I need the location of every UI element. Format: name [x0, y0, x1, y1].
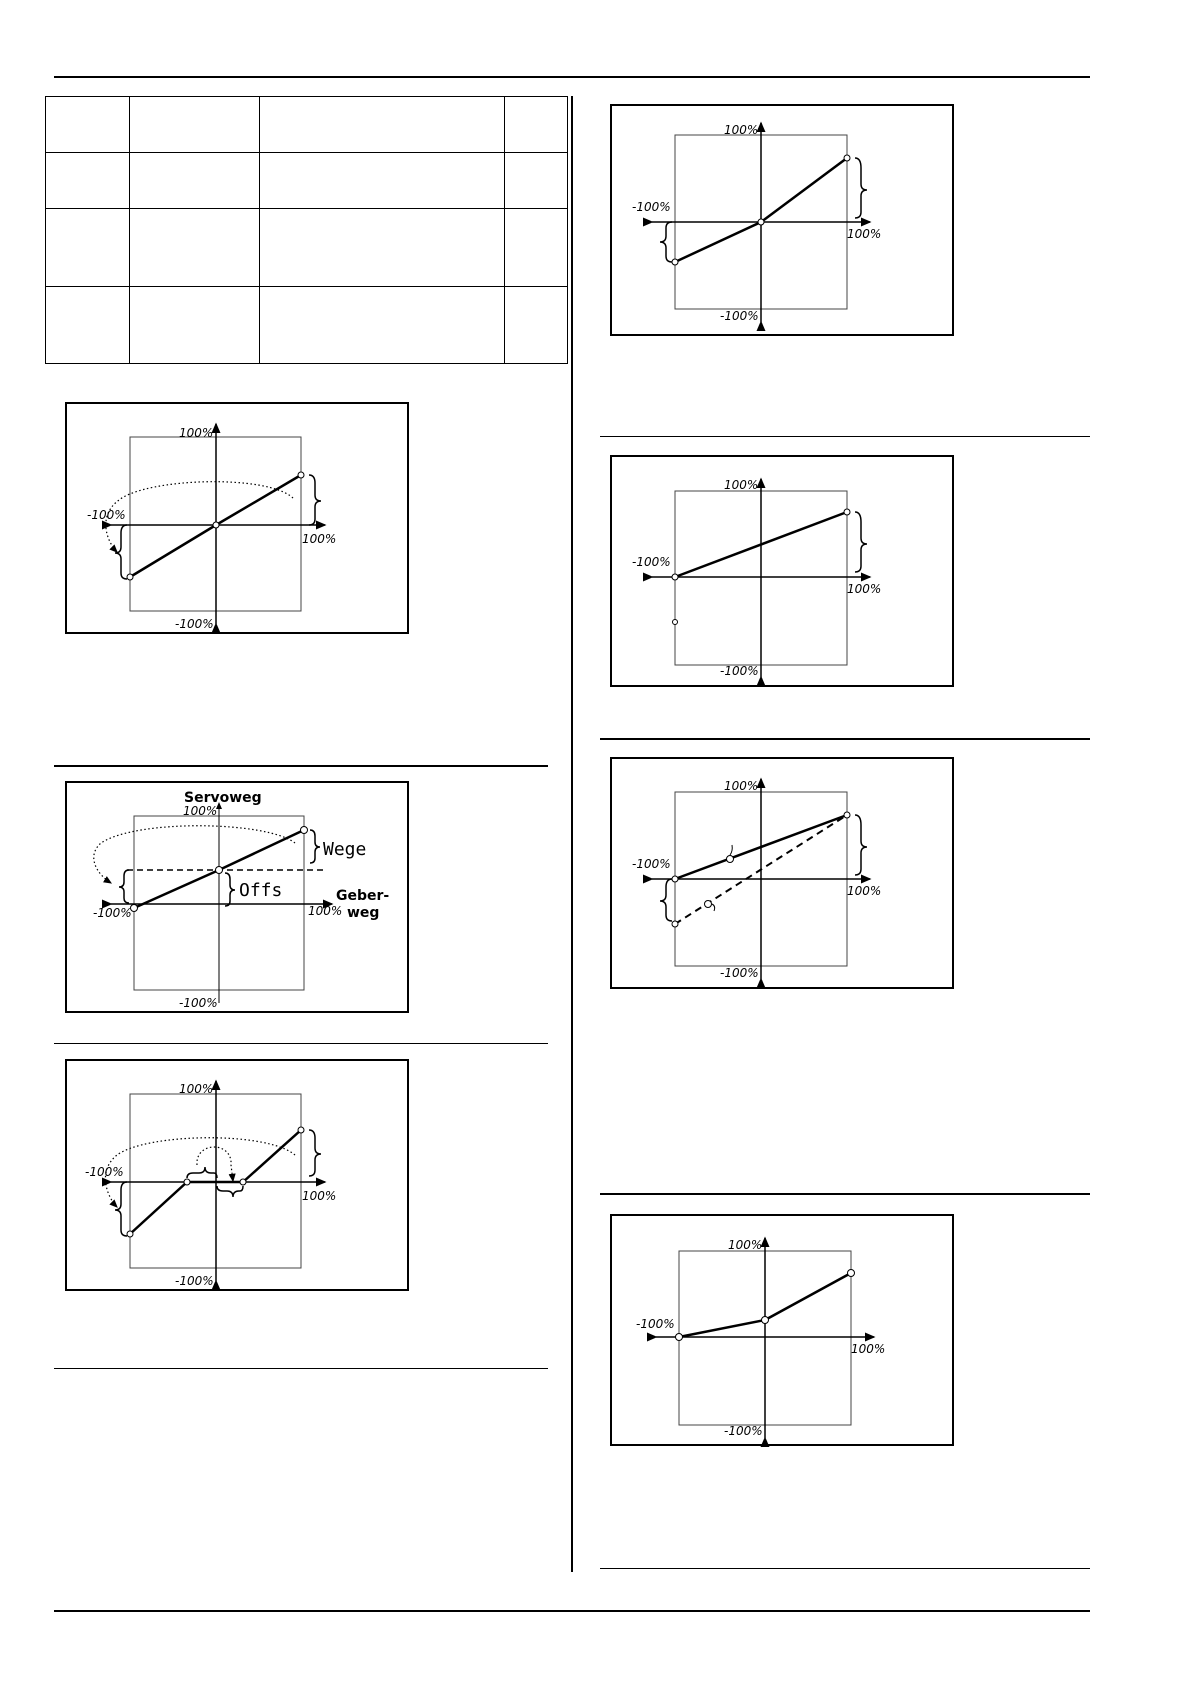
y-title: Servoweg [184, 790, 262, 806]
brace-right [309, 475, 321, 525]
label-x-neg: -100% [632, 857, 671, 871]
settings-table [45, 96, 568, 364]
label-x-neg: -100% [632, 555, 671, 569]
table-cell [260, 287, 505, 364]
section-rule [54, 765, 548, 767]
section-rule [600, 1568, 1090, 1569]
curve-point [758, 219, 764, 225]
table-cell [130, 287, 260, 364]
label-y-top: 100% [179, 426, 214, 440]
lcd-offset-label: Offs [239, 880, 283, 901]
curve-point [844, 812, 850, 818]
curve-point [672, 259, 678, 265]
dotted-arrow-inner [197, 1147, 233, 1181]
curve-point [705, 901, 712, 908]
tick-mark [712, 904, 715, 911]
diagram-linear-single [610, 455, 954, 687]
brace-right [855, 512, 867, 572]
brace-left [660, 879, 672, 921]
curve-point [127, 1231, 133, 1237]
dotted-arrow [106, 482, 293, 552]
curve-point [298, 1127, 304, 1133]
diagram-offset [65, 781, 409, 1013]
table-cell [130, 97, 260, 153]
curve-point [727, 856, 734, 863]
label-y-top: 100% [724, 478, 759, 492]
lcd-travel-label: Wege [323, 839, 367, 860]
section-rule [600, 738, 1090, 740]
curve-point [298, 472, 304, 478]
label-y-bottom: -100% [175, 617, 214, 631]
label-y-top: 100% [728, 1238, 763, 1252]
label-x-pos: 100% [302, 1189, 337, 1203]
label-y-bottom: -100% [720, 966, 759, 980]
curve-point [673, 620, 678, 625]
brace-right [855, 815, 867, 875]
section-rule [54, 1043, 548, 1044]
brace-deadband-left [187, 1167, 217, 1178]
table-cell [46, 97, 130, 153]
curve-point [672, 574, 678, 580]
table-cell [505, 97, 568, 153]
diagram-knee-curve [610, 1214, 954, 1446]
brace-offset [225, 873, 235, 906]
table-cell [260, 97, 505, 153]
brace-right [309, 1130, 321, 1176]
curve-point [672, 921, 678, 927]
footer-rule [54, 1610, 1090, 1612]
brace-right [855, 158, 867, 218]
curve-point [848, 1270, 855, 1277]
curve-point [844, 509, 850, 515]
label-x-pos: 100% [851, 1342, 886, 1356]
curve-point [240, 1179, 246, 1185]
brace-left [660, 222, 672, 262]
label-x-neg: -100% [87, 508, 126, 522]
brace-travel [310, 830, 320, 863]
table-cell [130, 153, 260, 209]
brace-deadband-right [217, 1186, 243, 1197]
diagram-curve-comparison [610, 757, 954, 989]
brace-left [115, 525, 127, 579]
label-y-bottom: -100% [724, 1424, 763, 1438]
x-title-1: Geber- [336, 888, 390, 904]
table-cell [46, 153, 130, 209]
label-x-neg: -100% [636, 1317, 675, 1331]
curve-point [301, 827, 308, 834]
table-cell [260, 153, 505, 209]
label-x-neg: -100% [85, 1165, 124, 1179]
header-rule [54, 76, 1090, 78]
curve-point [127, 574, 133, 580]
table-cell [505, 287, 568, 364]
label-x-neg: -100% [632, 200, 671, 214]
label-y-top: 100% [179, 1082, 214, 1096]
diagram-deadband [65, 1059, 409, 1291]
table-cell [260, 209, 505, 287]
curve-point [184, 1179, 190, 1185]
diagram-asymmetric [610, 104, 954, 336]
x-title-2: weg [347, 905, 380, 921]
label-y-top: 100% [724, 779, 759, 793]
label-y-bottom: -100% [179, 996, 218, 1010]
curve-point [676, 1334, 683, 1341]
curve-point [762, 1317, 769, 1324]
label-x-pos: 100% [308, 904, 343, 918]
brace-left [115, 1182, 127, 1236]
label-x-neg: -100% [93, 906, 132, 920]
label-x-pos: 100% [847, 227, 882, 241]
label-y-top: 100% [183, 804, 218, 818]
section-rule [600, 1193, 1090, 1195]
label-y-top: 100% [724, 123, 759, 137]
curve-point [672, 876, 678, 882]
column-divider [571, 96, 573, 1572]
label-y-bottom: -100% [175, 1274, 214, 1288]
section-rule [600, 436, 1090, 437]
table-cell [505, 153, 568, 209]
curve-point [844, 155, 850, 161]
tick-mark [730, 845, 732, 855]
table-cell [46, 209, 130, 287]
label-x-pos: 100% [847, 582, 882, 596]
label-y-bottom: -100% [720, 664, 759, 678]
label-y-bottom: -100% [720, 309, 759, 323]
diagram-symmetric-travel [65, 402, 409, 634]
table-cell [46, 287, 130, 364]
brace-left [119, 870, 129, 903]
table-cell [505, 209, 568, 287]
label-x-pos: 100% [847, 884, 882, 898]
curve-point [213, 522, 219, 528]
label-x-pos: 100% [302, 532, 337, 546]
table-cell [130, 209, 260, 287]
curve-point [216, 867, 223, 874]
section-rule [54, 1368, 548, 1369]
